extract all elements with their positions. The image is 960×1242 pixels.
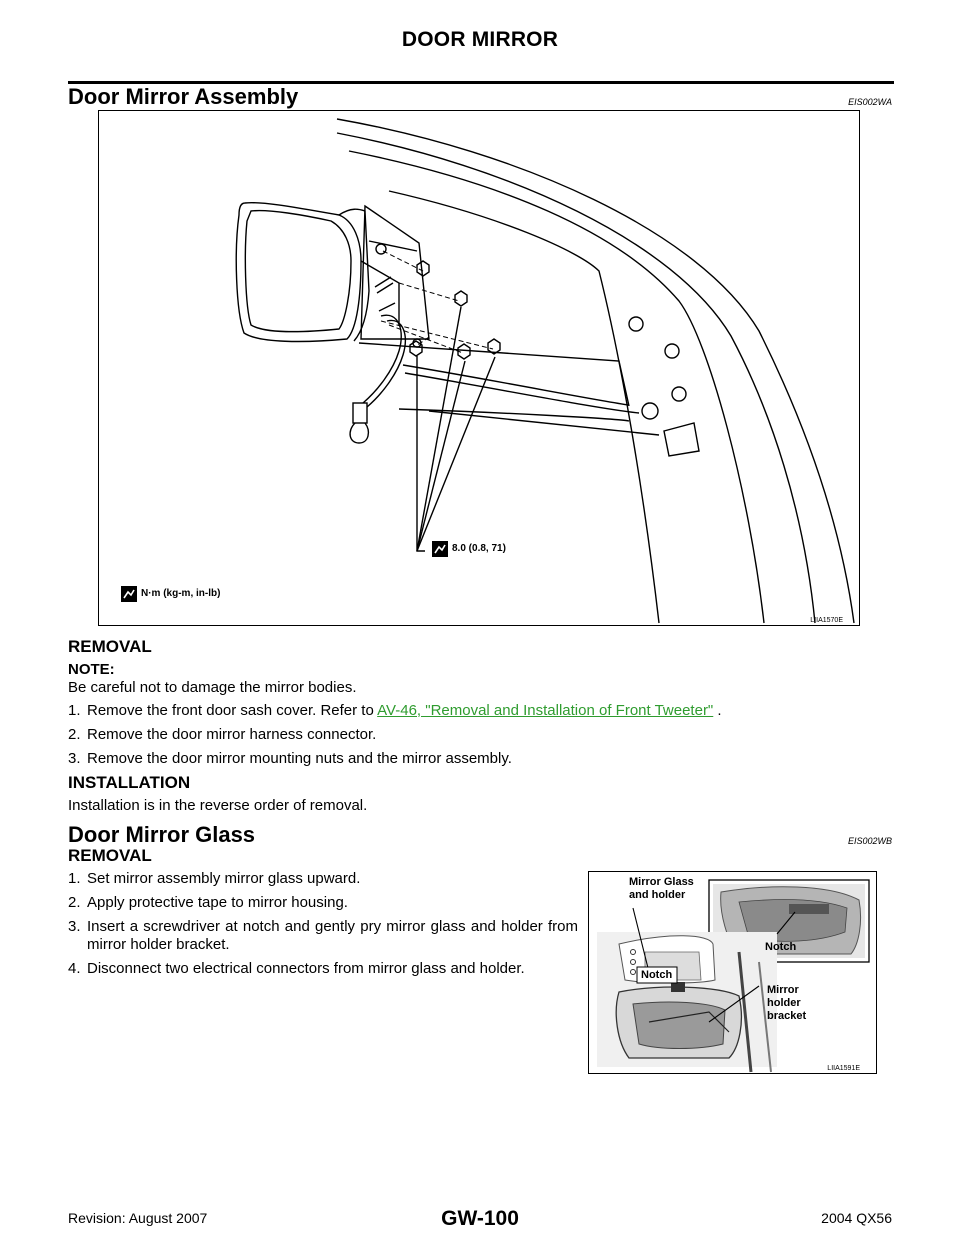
section-code: EIS002WA xyxy=(848,97,892,107)
torque-unit-icon xyxy=(121,586,137,602)
torque-unit-label: N·m (kg-m, in-lb) xyxy=(141,588,221,599)
installation-text: Installation is in the reverse order of removal. xyxy=(68,797,368,814)
step-text: Apply protective tape to mirror housing. xyxy=(87,894,348,911)
footer-model: 2004 QX56 xyxy=(821,1210,892,1226)
step-number: 2. xyxy=(68,894,81,911)
section-code: EIS002WB xyxy=(847,836,892,846)
list-item xyxy=(68,894,578,911)
label-mirror-glass-line2: and holder xyxy=(629,889,686,901)
removal-heading: REMOVAL xyxy=(68,637,152,656)
note-text: Be careful not to damage the mirror bodies. xyxy=(68,679,357,696)
page-number: GW-100 xyxy=(441,1207,519,1230)
list-item xyxy=(68,750,868,767)
section-title-door-mirror-glass: Door Mirror Glass xyxy=(68,822,256,847)
step-number: 4. xyxy=(68,960,81,977)
list-item xyxy=(68,870,578,887)
av-46-reference-link[interactable]: AV-46, "Removal and Installation of Front Tweeter" xyxy=(377,702,714,719)
torque-value-label: 8.0 (0.8, 71) xyxy=(452,543,506,554)
label-bracket-line3: bracket xyxy=(767,1010,807,1022)
door-mirror-assembly-figure xyxy=(98,110,860,626)
section-title-door-mirror-assembly: Door Mirror Assembly xyxy=(68,84,299,109)
mirror-glass-photo xyxy=(589,872,876,1073)
figure-id: LIIA1591E xyxy=(827,1065,860,1072)
label-bracket-line1: Mirror xyxy=(767,984,799,996)
figure-id: LIIA1570E xyxy=(810,617,843,624)
label-mirror-glass-line1: Mirror Glass xyxy=(629,876,694,888)
step-number: 2. xyxy=(68,726,81,743)
mirror-glass-photo-figure xyxy=(588,871,877,1074)
removal-heading-2: REMOVAL xyxy=(68,846,152,865)
step-number: 3. xyxy=(68,918,81,935)
label-notch-main: Notch xyxy=(641,969,673,981)
step-text: Remove the door mirror harness connector. xyxy=(87,726,377,743)
note-label: NOTE: xyxy=(68,661,115,678)
step-text: Set mirror assembly mirror glass upward. xyxy=(87,870,361,887)
step-text: Disconnect two electrical connectors from mirror glass and holder. xyxy=(87,960,525,977)
installation-heading: INSTALLATION xyxy=(68,773,191,792)
page-header-title: DOOR MIRROR xyxy=(401,28,559,51)
list-item xyxy=(68,960,578,978)
step-suffix: . xyxy=(713,702,722,719)
torque-wrench-icon xyxy=(432,541,448,557)
label-notch-inset: Notch xyxy=(765,941,797,953)
label-bracket-line2: holder xyxy=(767,997,801,1009)
list-item xyxy=(68,918,578,954)
step-text: Remove the front door sash cover. Refer to xyxy=(87,702,378,719)
step-text: Insert a screwdriver at notch and gently pry mirror glass and holder from mirror holder bracket. xyxy=(87,918,578,953)
list-item xyxy=(68,702,868,719)
step-text: Remove the door mirror mounting nuts and the mirror assembly. xyxy=(87,750,512,767)
list-item xyxy=(68,726,868,743)
step-number: 1. xyxy=(68,870,81,887)
step-number: 3. xyxy=(68,750,81,767)
footer-revision: Revision: August 2007 xyxy=(68,1210,208,1226)
step-number: 1. xyxy=(68,702,81,719)
